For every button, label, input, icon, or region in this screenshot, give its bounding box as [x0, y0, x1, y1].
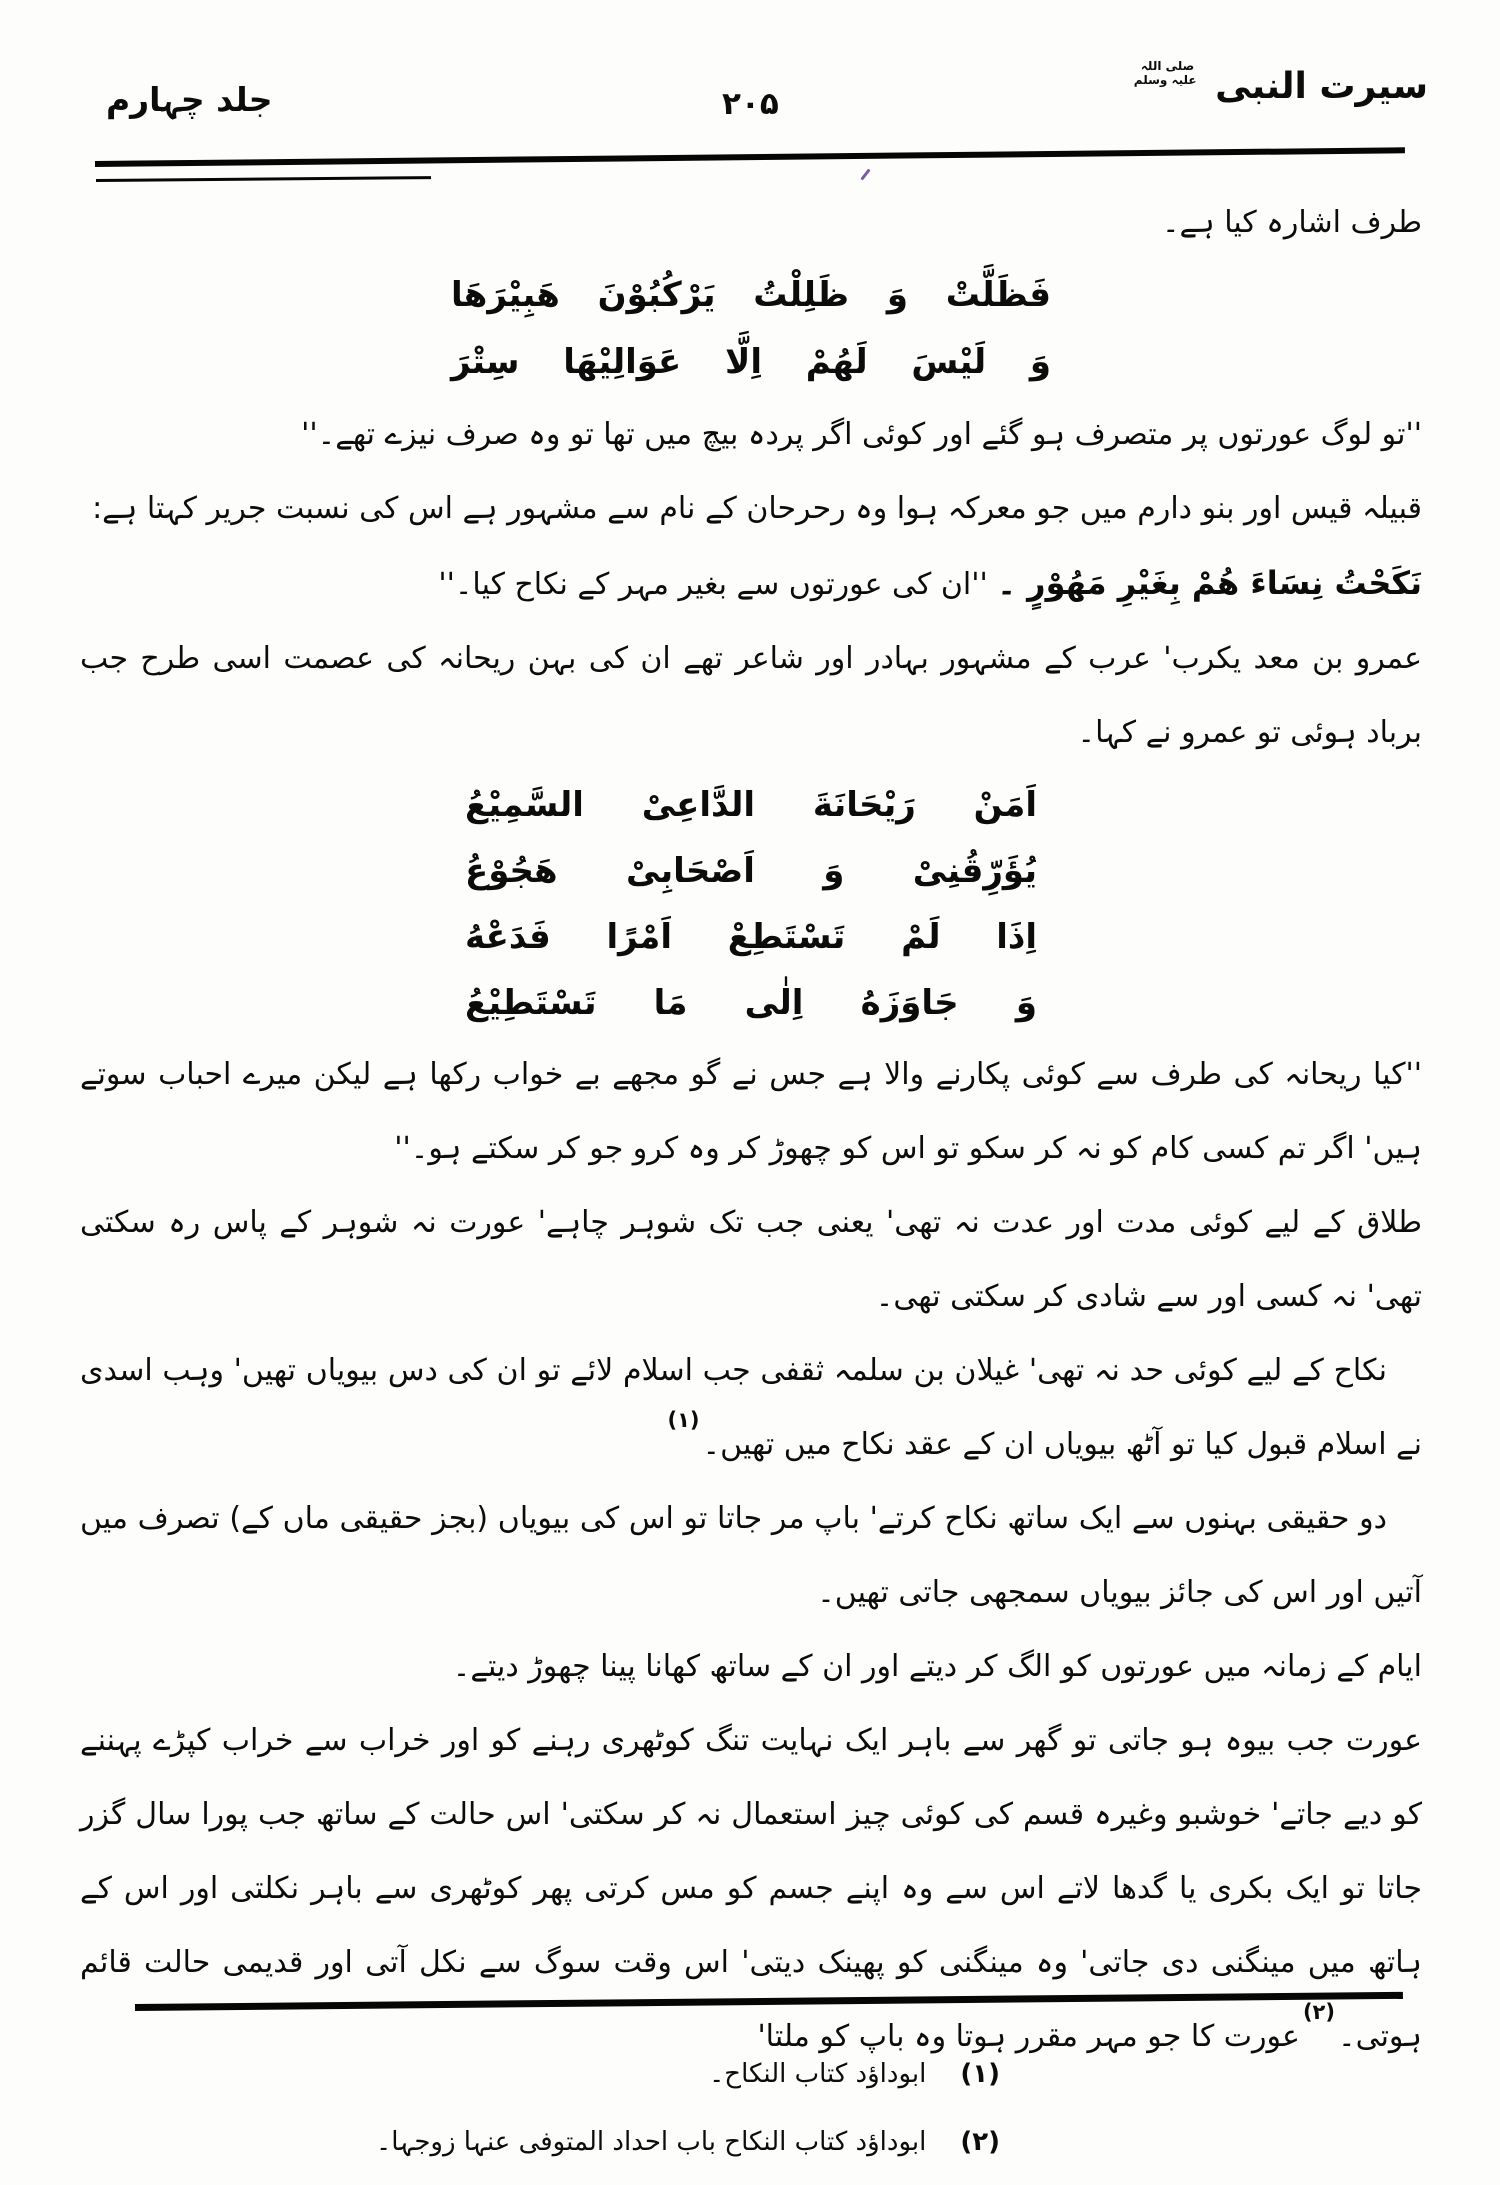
- arabic-verse-line: يُؤَرِّقُنِیْ وَ اَصْحَابِیْ هَجُوْعُ: [465, 851, 1037, 891]
- urdu-paragraph-nikah: [80, 1334, 1422, 1482]
- arabic-hemistich: نَكَحْتُ نِسَاءَ هُمْ بِغَيْرِ مَهُوْرٍ ۔: [997, 564, 1422, 602]
- urdu-paragraph-talaq: طلاق کے لیے کوئی مدت اور عدت نہ تھی' یعنی جب تک شوہر چاہے' عورت نہ شوہر کے پاس رہ سکتی تھی' نہ کسی اور سے شادی کر سکتی تھی۔: [80, 1205, 1422, 1314]
- urdu-quote-translation: ''تو لوگ عورتوں پر متصرف ہو گئے اور کوئی اگر پردہ بیچ میں تھا تو وہ صرف نیزے تھے۔'': [301, 417, 1422, 452]
- footnote-2: [240, 2108, 1000, 2176]
- paragraph-text: عورت جب بیوہ ہو جاتی تو گھر سے باہر ایک نہایت تنگ کوٹھری رہنے کو اور خراب سے خراب کپڑے پہننے کو دیے جاتے' خوشبو وغیرہ قسم کی کوئی چیز استعمال نہ کر سکتی' اس حالت کے ساتھ جب پورا سال گزر جاتا تو ایک بکری یا گدھا لاتے اس سے وہ اپنے جسم کو مس کرتی پھر کوٹھری سے باہر نکلتی اور اس کے ہاتھ میں مینگنی دی جاتی' وہ مینگنی کو پھینک دیتی' اس وقت سوگ سے نکل آتی اور قدیمی حالت قائم ہوتی۔: [80, 1723, 1422, 2054]
- honorific-line-1: صلی اللہ: [1140, 59, 1195, 73]
- book-title-text: سیرت النبی: [1215, 66, 1428, 107]
- footnote-text: ابوداؤد کتاب النکاح۔: [709, 2059, 927, 2089]
- hemistich-translation: ''ان کی عورتوں سے بغیر مہر کے نکاح کیا۔'': [438, 567, 988, 602]
- header-rule: [95, 147, 1405, 167]
- opening-line: طرف اشارہ کیا ہے۔: [1161, 205, 1422, 240]
- paragraph-text: نکاح کے لیے کوئی حد نہ تھی' غیلان بن سلمہ ثقفی جب اسلام لائے تو ان کی دس بیویاں تھیں' وہب اسدی نے اسلام قبول کیا تو آٹھ بیویاں ان کے عقد نکاح میں تھیں۔: [80, 1353, 1422, 1462]
- arabic-verse-line: اِذَا لَمْ تَسْتَطِعْ اَمْرًا فَدَعْهُ: [465, 917, 1037, 957]
- honorific-mark: [1133, 59, 1197, 88]
- footnotes: [240, 2040, 1000, 2176]
- footnote-1: [240, 2040, 1000, 2108]
- arabic-verse-line: وَ جَاوَزَهُ اِلٰی مَا تَسْتَطِيْعُ: [465, 983, 1037, 1023]
- arabic-verse-line: اَمَنْ رَيْحَانَةَ الدَّاعِیْ السَّمِيْعُ: [465, 785, 1037, 825]
- footnote-marker: (۱): [960, 2059, 1000, 2089]
- urdu-paragraph-ayyam: ایام کے زمانہ میں عورتوں کو الگ کر دیتے اور ان کے ساتھ کھانا پینا چھوڑ دیتے۔: [452, 1649, 1422, 1684]
- honorific-line-2: علیہ وسلم: [1133, 72, 1197, 87]
- paragraph-text: عورت کا جو مہر مقرر ہوتا وہ باپ کو ملتا': [757, 2019, 1300, 2054]
- volume-title: جلد چہارم: [106, 80, 273, 119]
- page-number: ۲۰۵: [722, 86, 779, 122]
- footnote-text: ابوداؤد کتاب النکاح باب احداد المتوفی عنہا زوجہا۔: [375, 2127, 927, 2157]
- book-title: [1133, 59, 1428, 107]
- footnote-ref-2: (۲): [1302, 2000, 1335, 2024]
- urdu-paragraph-bewa: [80, 1704, 1422, 2074]
- arabic-hemistich-line: [80, 546, 1422, 622]
- scan-artifact: [860, 168, 870, 180]
- urdu-paragraph-behnen: دو حقیقی بہنوں سے ایک ساتھ نکاح کرتے' باپ مر جاتا تو اس کی بیویاں (بجز حقیقی ماں کے) تصرف میں آتیں اور اس کی جائز بیویاں سمجھی جاتی تھیں۔: [80, 1501, 1422, 1610]
- header-rule-shadow: [96, 176, 431, 182]
- urdu-quote-translation-2: ''کیا ریحانہ کی طرف سے کوئی پکارنے والا ہے جس نے گو مجھے بے خواب رکھا ہے لیکن میرے احباب سوتے ہیں' اگر تم کسی کام کو نہ کر سکو تو اس کو چھوڑ کر وہ کرو جو کر سکتے ہو۔'': [80, 1057, 1422, 1166]
- arabic-verse-block-2: [465, 772, 1037, 1036]
- arabic-verse-line: وَ لَيْسَ لَهُمْ اِلَّا عَوَالِيْهَا سِتْرَ: [451, 342, 1051, 382]
- page-body: [80, 186, 1422, 2074]
- urdu-paragraph-amr: عمرو بن معد یکرب' عرب کے مشہور بہادر اور شاعر تھے ان کی بہن ریحانہ کی عصمت اسی طرح جب برباد ہوئی تو عمرو نے کہا۔: [80, 641, 1422, 750]
- arabic-verse-line: فَظَلَّتْ وَ ظَلِلْتُ يَرْكُبُوْنَ هَبِيْرَهَا: [451, 275, 1051, 315]
- footnote-ref-1: (۱): [667, 1408, 700, 1432]
- arabic-verse-block-1: [451, 262, 1051, 396]
- footnote-marker: (۲): [960, 2127, 1000, 2157]
- urdu-paragraph-qabila: قبیلہ قیس اور بنو دارم میں جو معرکہ ہوا وہ رحرحان کے نام سے مشہور ہے اس کی نسبت جریر کہتا ہے:: [92, 491, 1422, 526]
